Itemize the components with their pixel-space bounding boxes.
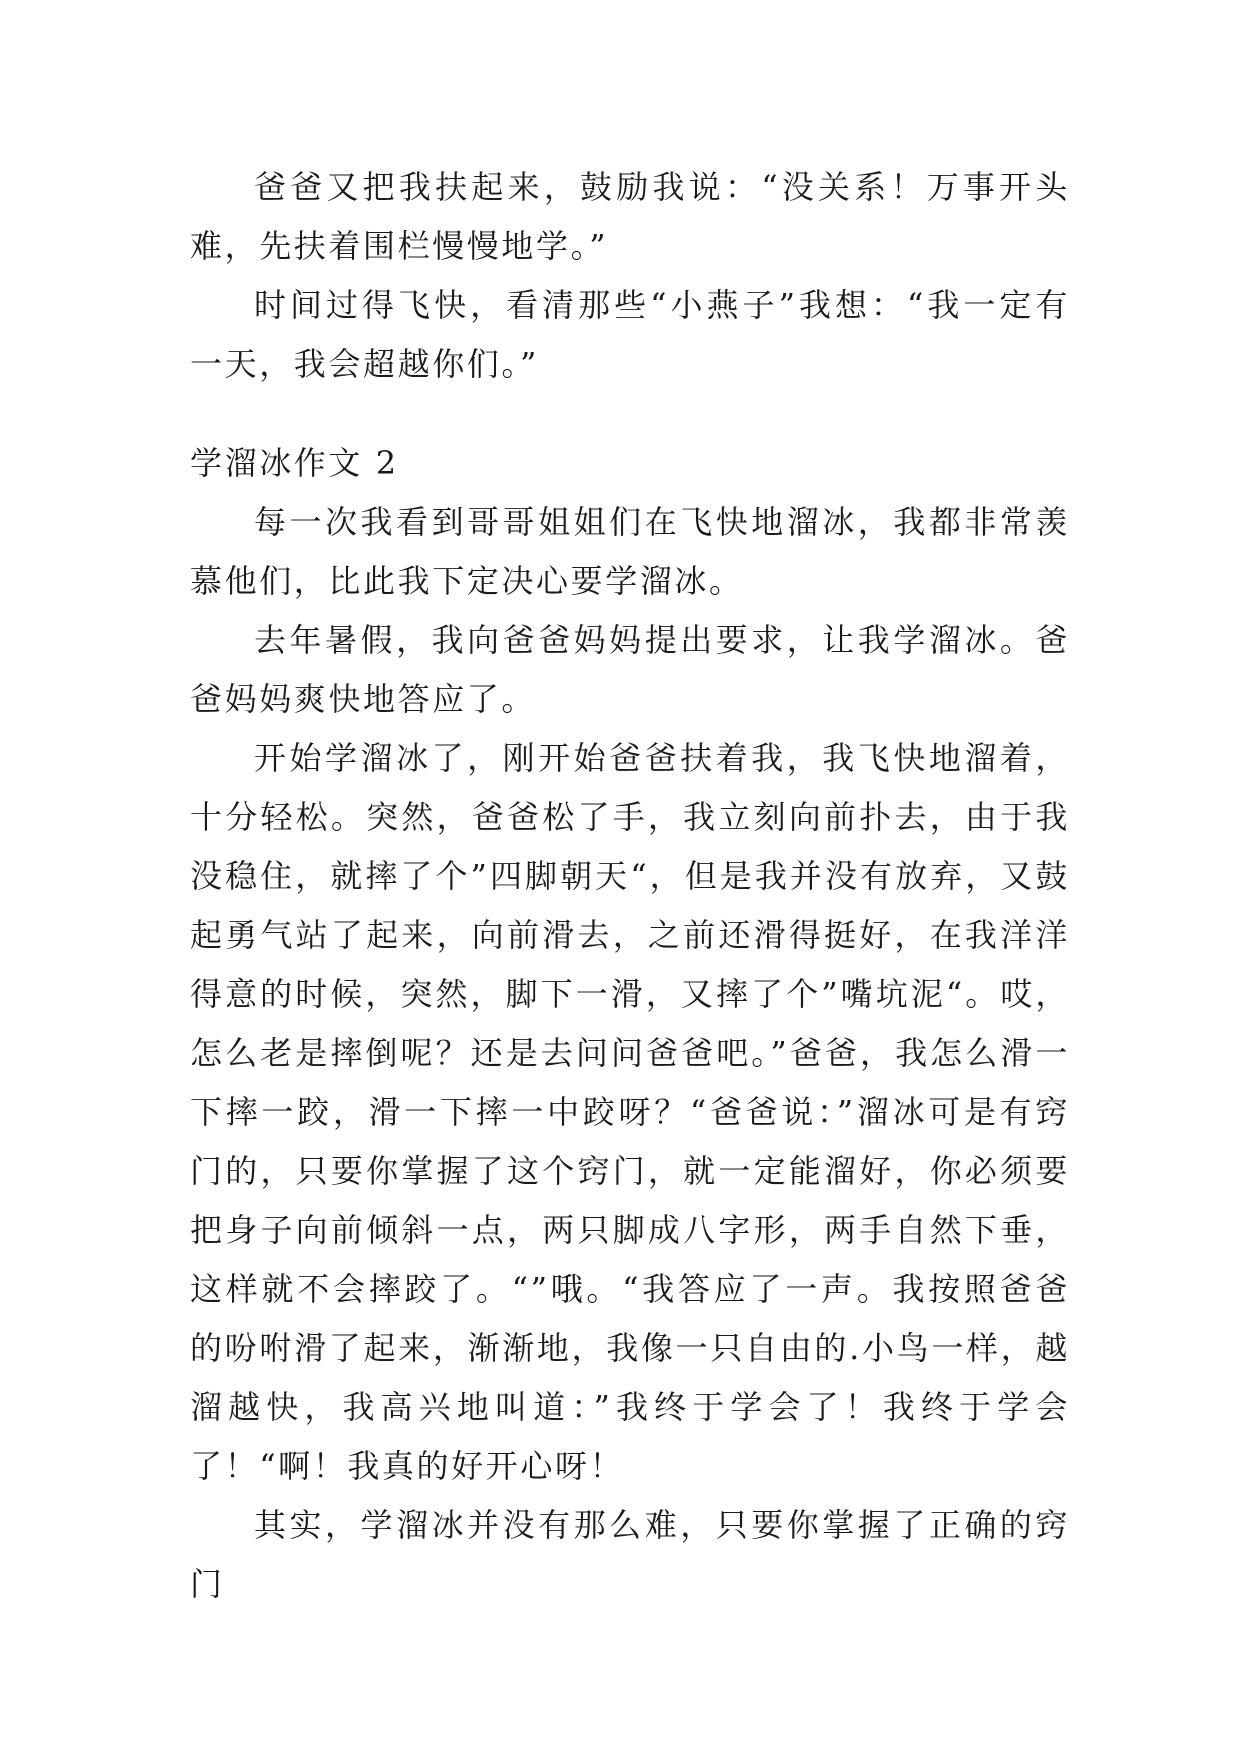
section-heading: 学溜冰作文 2 [190,444,399,482]
paragraph: 爸爸又把我扶起来，鼓励我说：“没关系！万事开头难，先扶着围栏慢慢地学。” [190,168,1070,265]
section-spacer [190,394,1070,400]
paragraph: 其实，学溜冰并没有那么难，只要你掌握了正确的窍门 [190,1506,1070,1603]
paragraph: 去年暑假，我向爸爸妈妈提出要求，让我学溜冰。爸爸妈妈爽快地答应了。 [190,621,1070,718]
paragraph: 时间过得飞快，看清那些“小燕子”我想：“我一定有一天，我会超越你们。” [190,286,1070,383]
paragraph: 每一次我看到哥哥姐姐们在飞快地溜冰，我都非常羡慕他们，比此我下定决心要学溜冰。 [190,503,1070,600]
document-body [190,158,1070,1614]
paragraph: 开始学溜冰了，刚开始爸爸扶着我，我飞快地溜着，十分轻松。突然，爸爸松了手，我立刻向前扑去，由于我没稳住，就摔了个”四脚朝天“，但是我并没有放弃，又鼓起勇气站了起来，向前滑去，之前还滑得挺好，在我洋洋得意的时候，突然，脚下一滑，又摔了个”嘴坑泥“。哎，怎么老是摔倒呢？还是去问问爸爸吧。”爸爸，我怎么滑一下摔一跤，滑一下摔一中跤呀？“爸爸说：”溜冰可是有窍门的，只要你掌握了这个窍门，就一定能溜好，你必须要把身子向前倾斜一点，两只脚成八字形，两手自然下垂，这样就不会摔跤了。“”哦。“我答应了一声。我按照爸爸的吩咐滑了起来，渐渐地，我像一只自由的.小鸟一样，越溜越快，我高兴地叫道：”我终于学会了！我终于学会了！“啊！我真的好开心呀！ [190,739,1070,1485]
